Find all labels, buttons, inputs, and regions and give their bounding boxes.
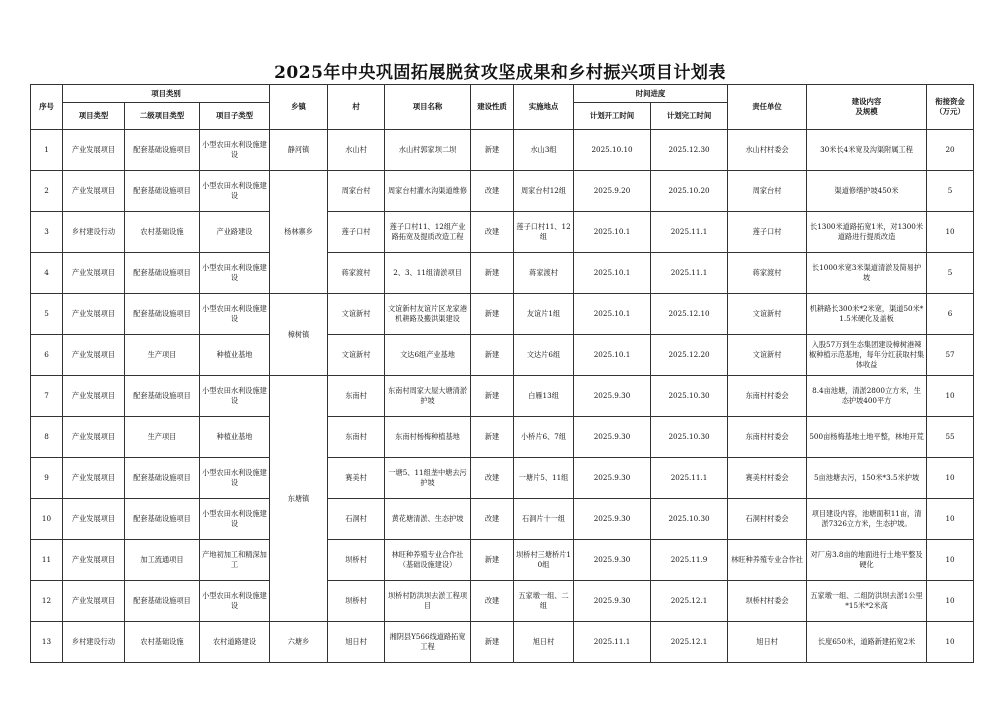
cell-nature: 新建	[471, 335, 514, 376]
cell-seq: 3	[31, 212, 63, 253]
header-start: 计划开工时间	[574, 103, 651, 130]
cell-sub2: 配套基础设施项目	[125, 376, 200, 417]
header-cat-sub2: 二级项目类型	[125, 103, 200, 130]
cell-seq: 2	[31, 171, 63, 212]
cell-start: 2025.9.30	[574, 499, 651, 540]
cell-town: 樟树镇	[270, 294, 328, 376]
cell-content: 5亩池塘去污，150米*3.5米护坡	[807, 458, 927, 499]
page-title: 2025年中央巩固拓展脱贫攻坚成果和乡村振兴项目计划表	[274, 63, 726, 83]
header-nature: 建设性质	[471, 85, 514, 130]
cell-subtype: 产地初加工和精深加工	[200, 540, 270, 581]
cell-name: 文谊新村友谊片区龙家港机耕路及搬洪渠建设	[385, 294, 471, 335]
cell-unit: 旭日村	[728, 622, 807, 663]
cell-location: 坝桥村三塘桥片10组	[514, 540, 574, 581]
cell-subtype: 小型农田水利设施建设	[200, 253, 270, 294]
cell-type: 产业发展项目	[63, 540, 125, 581]
cell-village: 石洞村	[328, 499, 385, 540]
table-row	[31, 417, 974, 458]
header-village: 村	[328, 85, 385, 130]
cell-type: 产业发展项目	[63, 458, 125, 499]
cell-end: 2025.10.20	[651, 171, 728, 212]
cell-type: 产业发展项目	[63, 417, 125, 458]
header-schedule: 时间进度	[574, 85, 728, 103]
cell-location: 小桥片6、7组	[514, 417, 574, 458]
table-row	[31, 212, 974, 253]
cell-type: 产业发展项目	[63, 376, 125, 417]
cell-location: 五家墩一组、二组	[514, 581, 574, 622]
cell-village: 文谊新村	[328, 294, 385, 335]
cell-location: 水山3组	[514, 130, 574, 171]
cell-fund: 10	[927, 499, 974, 540]
cell-name: 莲子口村11、12组产业路拓宽及提质改造工程	[385, 212, 471, 253]
cell-end: 2025.12.30	[651, 130, 728, 171]
cell-village: 蒋家渡村	[328, 253, 385, 294]
header-category: 项目类别	[63, 85, 270, 103]
cell-subtype: 小型农田水利设施建设	[200, 171, 270, 212]
cell-subtype: 小型农田水利设施建设	[200, 581, 270, 622]
cell-subtype: 种植业基地	[200, 417, 270, 458]
header-seq: 序号	[31, 85, 63, 130]
header-end: 计划完工时间	[651, 103, 728, 130]
header-unit: 责任单位	[728, 85, 807, 130]
cell-end: 2025.11.1	[651, 458, 728, 499]
cell-subtype: 农村道路建设	[200, 622, 270, 663]
cell-nature: 新建	[471, 253, 514, 294]
cell-name: 周家台村灌水沟渠道维修	[385, 171, 471, 212]
cell-fund: 10	[927, 540, 974, 581]
cell-nature: 改建	[471, 212, 514, 253]
table-row	[31, 335, 974, 376]
cell-start: 2025.9.30	[574, 581, 651, 622]
cell-village: 水山村	[328, 130, 385, 171]
cell-name: 文达6组产业基地	[385, 335, 471, 376]
table-row	[31, 458, 974, 499]
cell-type: 产业发展项目	[63, 253, 125, 294]
table-row	[31, 171, 974, 212]
cell-fund: 10	[927, 581, 974, 622]
cell-start: 2025.10.1	[574, 253, 651, 294]
cell-subtype: 小型农田水利设施建设	[200, 376, 270, 417]
cell-nature: 新建	[471, 376, 514, 417]
cell-unit: 东南村村委会	[728, 376, 807, 417]
project-plan-table	[30, 84, 974, 663]
cell-seq: 12	[31, 581, 63, 622]
cell-location: 旭日村	[514, 622, 574, 663]
cell-name: 2、3、11组清淤项目	[385, 253, 471, 294]
cell-location: 莲子口村11、12组	[514, 212, 574, 253]
cell-nature: 改建	[471, 499, 514, 540]
cell-subtype: 小型农田水利设施建设	[200, 130, 270, 171]
cell-subtype: 小型农田水利设施建设	[200, 294, 270, 335]
cell-end: 2025.12.1	[651, 581, 728, 622]
header-location: 实施地点	[514, 85, 574, 130]
cell-seq: 5	[31, 294, 63, 335]
cell-village: 东南村	[328, 376, 385, 417]
cell-location: 周家台村12组	[514, 171, 574, 212]
cell-fund: 10	[927, 458, 974, 499]
cell-seq: 7	[31, 376, 63, 417]
cell-sub2: 配套基础设施项目	[125, 171, 200, 212]
cell-unit: 莲子口村	[728, 212, 807, 253]
cell-sub2: 农村基础设施	[125, 212, 200, 253]
cell-fund: 10	[927, 622, 974, 663]
cell-unit: 赛美村村委会	[728, 458, 807, 499]
cell-content: 五家墩一组、二组防洪坝去淤1公里*15米*2米高	[807, 581, 927, 622]
cell-content: 机耕路长300米*2米宽，渠道50米*1.5米硬化及盖板	[807, 294, 927, 335]
cell-town: 六塘乡	[270, 622, 328, 663]
cell-name: 一塘5、11组垄中塘去污护坡	[385, 458, 471, 499]
cell-name: 湘阴县Y566线道路拓宽工程	[385, 622, 471, 663]
header-name: 项目名称	[385, 85, 471, 130]
cell-sub2: 加工流通项目	[125, 540, 200, 581]
cell-content: 项目建设内容，池塘面积11亩，清淤7326立方米，生态护坡。	[807, 499, 927, 540]
cell-seq: 4	[31, 253, 63, 294]
cell-village: 东南村	[328, 417, 385, 458]
cell-location: 文达片6组	[514, 335, 574, 376]
table-row	[31, 130, 974, 171]
cell-fund: 57	[927, 335, 974, 376]
cell-town: 静河镇	[270, 130, 328, 171]
cell-end: 2025.12.20	[651, 335, 728, 376]
cell-village: 莲子口村	[328, 212, 385, 253]
cell-name: 东南村杨梅种植基地	[385, 417, 471, 458]
cell-start: 2025.10.1	[574, 212, 651, 253]
cell-fund: 10	[927, 376, 974, 417]
cell-sub2: 配套基础设施项目	[125, 581, 200, 622]
cell-village: 旭日村	[328, 622, 385, 663]
cell-sub2: 配套基础设施项目	[125, 294, 200, 335]
cell-seq: 8	[31, 417, 63, 458]
cell-fund: 20	[927, 130, 974, 171]
cell-sub2: 配套基础设施项目	[125, 253, 200, 294]
cell-content: 入股57万到生态集团建设樟树港辣椒种植示范基地，每年分红获取村集体收益	[807, 335, 927, 376]
cell-content: 长1000米宽3米渠道清淤及简易护坡	[807, 253, 927, 294]
cell-end: 2025.11.1	[651, 212, 728, 253]
cell-unit: 文谊新村	[728, 294, 807, 335]
cell-nature: 新建	[471, 294, 514, 335]
cell-location: 石洞片十一组	[514, 499, 574, 540]
cell-content: 对厂房3.8亩的地面进行土地平整及硬化	[807, 540, 927, 581]
cell-start: 2025.10.1	[574, 294, 651, 335]
table-row	[31, 253, 974, 294]
cell-location: 白雁13组	[514, 376, 574, 417]
cell-town: 杨林寨乡	[270, 171, 328, 294]
cell-nature: 新建	[471, 540, 514, 581]
cell-content: 8.4亩池塘，清淤2800立方米，生态护坡400平方	[807, 376, 927, 417]
cell-type: 产业发展项目	[63, 294, 125, 335]
header-content: 建设内容 及规模	[807, 85, 927, 130]
cell-fund: 55	[927, 417, 974, 458]
cell-name: 黄花塘清淤、生态护坡	[385, 499, 471, 540]
cell-subtype: 产业路建设	[200, 212, 270, 253]
cell-town: 东塘镇	[270, 376, 328, 622]
cell-end: 2025.12.1	[651, 622, 728, 663]
cell-location: 友谊片1组	[514, 294, 574, 335]
cell-village: 文谊新村	[328, 335, 385, 376]
cell-start: 2025.11.1	[574, 622, 651, 663]
cell-fund: 10	[927, 212, 974, 253]
table-row	[31, 499, 974, 540]
cell-sub2: 生产项目	[125, 417, 200, 458]
cell-sub2: 生产项目	[125, 335, 200, 376]
table-row	[31, 622, 974, 663]
header-cat-type: 项目类型	[63, 103, 125, 130]
cell-end: 2025.10.30	[651, 499, 728, 540]
cell-content: 长度650米，道路新建拓宽2米	[807, 622, 927, 663]
cell-nature: 新建	[471, 622, 514, 663]
cell-type: 产业发展项目	[63, 581, 125, 622]
cell-sub2: 配套基础设施项目	[125, 499, 200, 540]
cell-village: 坝桥村	[328, 581, 385, 622]
header-fund: 衔接资金 （万元）	[927, 85, 974, 130]
cell-subtype: 小型农田水利设施建设	[200, 458, 270, 499]
cell-location: 蒋家渡村	[514, 253, 574, 294]
cell-sub2: 农村基础设施	[125, 622, 200, 663]
cell-seq: 1	[31, 130, 63, 171]
cell-seq: 11	[31, 540, 63, 581]
cell-unit: 林旺种养殖专业合作社	[728, 540, 807, 581]
cell-name: 东南村周家大屋大塘清淤护坡	[385, 376, 471, 417]
cell-content: 渠道修缮护坡450米	[807, 171, 927, 212]
cell-content: 500亩杨梅基地土地平整，林地开荒	[807, 417, 927, 458]
cell-end: 2025.10.30	[651, 417, 728, 458]
header-cat-subtype: 项目子类型	[200, 103, 270, 130]
table-row	[31, 376, 974, 417]
cell-unit: 坝桥村村委会	[728, 581, 807, 622]
cell-fund: 5	[927, 171, 974, 212]
cell-start: 2025.9.30	[574, 540, 651, 581]
cell-village: 赛美村	[328, 458, 385, 499]
cell-start: 2025.10.10	[574, 130, 651, 171]
cell-end: 2025.12.10	[651, 294, 728, 335]
cell-content: 长1300米道路拓宽1米，对1300米道路进行提质改造	[807, 212, 927, 253]
cell-unit: 水山村村委会	[728, 130, 807, 171]
cell-content: 30米长4米宽及沟渠附属工程	[807, 130, 927, 171]
cell-type: 产业发展项目	[63, 335, 125, 376]
cell-start: 2025.9.30	[574, 376, 651, 417]
cell-seq: 10	[31, 499, 63, 540]
cell-start: 2025.9.20	[574, 171, 651, 212]
cell-nature: 改建	[471, 171, 514, 212]
cell-type: 产业发展项目	[63, 130, 125, 171]
cell-start: 2025.9.30	[574, 458, 651, 499]
cell-village: 坝桥村	[328, 540, 385, 581]
table-row	[31, 540, 974, 581]
cell-location: 一塘片5、11组	[514, 458, 574, 499]
header-town: 乡镇	[270, 85, 328, 130]
cell-fund: 6	[927, 294, 974, 335]
cell-type: 乡村建设行动	[63, 622, 125, 663]
table-row	[31, 581, 974, 622]
cell-unit: 文谊新村	[728, 335, 807, 376]
cell-fund: 5	[927, 253, 974, 294]
cell-end: 2025.11.1	[651, 253, 728, 294]
cell-type: 产业发展项目	[63, 171, 125, 212]
cell-nature: 改建	[471, 458, 514, 499]
cell-name: 林旺种养殖专业合作社（基础设施建设）	[385, 540, 471, 581]
cell-village: 周家台村	[328, 171, 385, 212]
cell-seq: 9	[31, 458, 63, 499]
cell-subtype: 小型农田水利设施建设	[200, 499, 270, 540]
cell-subtype: 种植业基地	[200, 335, 270, 376]
cell-start: 2025.9.30	[574, 417, 651, 458]
cell-unit: 石洞村村委会	[728, 499, 807, 540]
cell-name: 坝桥村防洪坝去淤工程项目	[385, 581, 471, 622]
cell-type: 产业发展项目	[63, 499, 125, 540]
cell-nature: 新建	[471, 417, 514, 458]
cell-sub2: 配套基础设施项目	[125, 458, 200, 499]
cell-seq: 6	[31, 335, 63, 376]
cell-name: 水山村郭家坝二坝	[385, 130, 471, 171]
cell-unit: 周家台村	[728, 171, 807, 212]
cell-end: 2025.10.30	[651, 376, 728, 417]
cell-sub2: 配套基础设施项目	[125, 130, 200, 171]
cell-nature: 新建	[471, 130, 514, 171]
cell-seq: 13	[31, 622, 63, 663]
cell-unit: 蒋家渡村	[728, 253, 807, 294]
cell-start: 2025.10.1	[574, 335, 651, 376]
cell-unit: 东南村村委会	[728, 417, 807, 458]
cell-end: 2025.11.9	[651, 540, 728, 581]
cell-type: 乡村建设行动	[63, 212, 125, 253]
table-row	[31, 294, 974, 335]
cell-nature: 改建	[471, 581, 514, 622]
